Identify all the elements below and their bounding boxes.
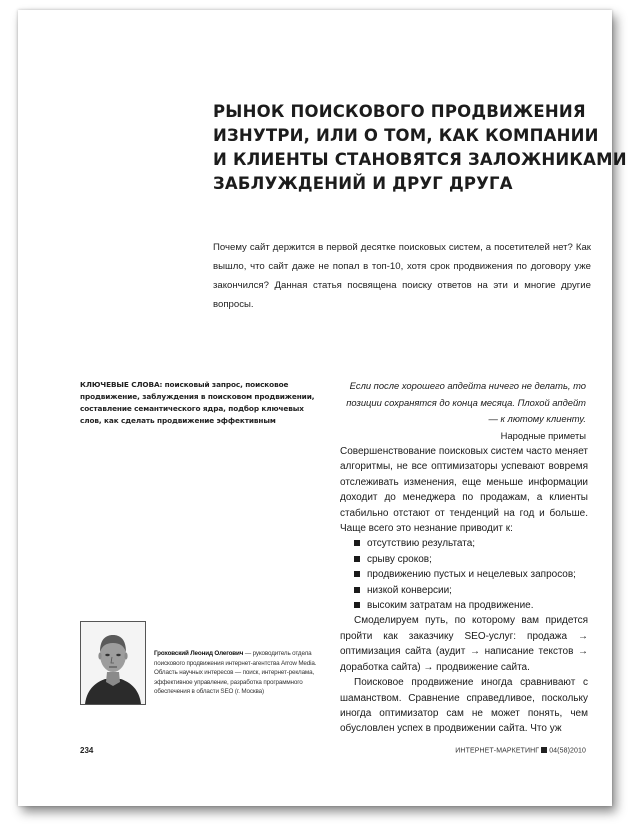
- title-line-1: РЫНОК ПОИСКОВОГО ПРОДВИЖЕНИЯ: [213, 102, 586, 121]
- magazine-page: [18, 10, 627, 806]
- epigraph-quote: Если после хорошего апдейта ничего не делать, то позиции сохранятся до конца месяца. Плохой апдейт — к лютому клиенту.: [346, 380, 586, 424]
- article-lead: Почему сайт держится в первой десятке поисковых систем, а посетителей нет? Как вышло, что сайт даже не попал в топ-10, хотя срок продвижения по договору уже закончился? Данная статья посвящена поиску ответов на эти и многие другие вопросы.: [213, 242, 591, 310]
- magazine-name: ИНТЕРНЕТ-МАРКЕТИНГ: [455, 747, 540, 755]
- epigraph: [340, 378, 586, 444]
- list-item: низкой конверсии;: [354, 583, 588, 598]
- body-paragraph-3: Поисковое продвижение иногда сравнивают с шаманством. Сравнение справедливое, поскольку иногда оптимизатор сам не может понять, чем обусловлен успех в продвижении сайта. Что уж: [340, 677, 588, 735]
- square-bullet-icon: [541, 747, 547, 753]
- title-line-4: ЗАБЛУЖДЕНИЙ И ДРУГ ДРУГА: [213, 174, 513, 193]
- author-photo: [80, 621, 146, 705]
- epigraph-source: Народные приметы: [500, 429, 586, 441]
- footer-running-title: [455, 747, 586, 755]
- list-item: срыву сроков;: [354, 552, 588, 567]
- author-name: Гроховский Леонид Олегович: [154, 650, 244, 657]
- title-line-2: ИЗНУТРИ, ИЛИ О ТОМ, КАК КОМПАНИИ: [213, 126, 599, 145]
- list-item: отсутствию результата;: [354, 536, 588, 551]
- page-number: 234: [80, 746, 94, 755]
- list-item: высоким затратам на продвижение.: [354, 598, 588, 613]
- author-info: [154, 649, 324, 697]
- body-paragraph-2: Смоделируем путь, по которому вам придется пройти как заказчику SEO-услуг: продажа → оптимизация сайта (аудит → написание текстов → доработка сайта) → продвижение сайта.: [340, 615, 588, 673]
- article-body: [340, 444, 588, 737]
- author-portrait-icon: [81, 622, 145, 704]
- article-title: [213, 100, 627, 196]
- keywords-text: поисковый запрос, поисковое продвижение, заблуждения в поисковом продвижении, составление семантического ядра, подбор ключевых слов, как сделать продвижение эффективным: [80, 380, 315, 425]
- keywords-label: КЛЮЧЕВЫЕ СЛОВА:: [80, 380, 163, 389]
- title-line-3: И КЛИЕНТЫ СТАНОВЯТСЯ ЗАЛОЖНИКАМИ: [213, 150, 627, 169]
- consequences-list: [340, 536, 588, 613]
- issue-number: 04(58)2010: [549, 747, 586, 755]
- body-paragraph-1: Совершенствование поисковых систем часто меняет алгоритмы, не все оптимизаторы успевают вовремя отслеживать изменения, еще меньше информации доходит до менеджера по продажам, а клиенты стабильно отстают от тенденций на год и больше. Чаще всего это незнание приводит к:: [340, 446, 588, 535]
- author-bio: — руководитель отдела поискового продвижения интернет-агентства Arrow Media. Область научных интересов — поиск, интернет-реклама, эффективное управление, разработка программного обеспечения в области SEO (г. Москва): [154, 650, 317, 695]
- list-item: продвижению пустых и нецелевых запросов;: [354, 567, 588, 582]
- keywords-block: [80, 379, 320, 427]
